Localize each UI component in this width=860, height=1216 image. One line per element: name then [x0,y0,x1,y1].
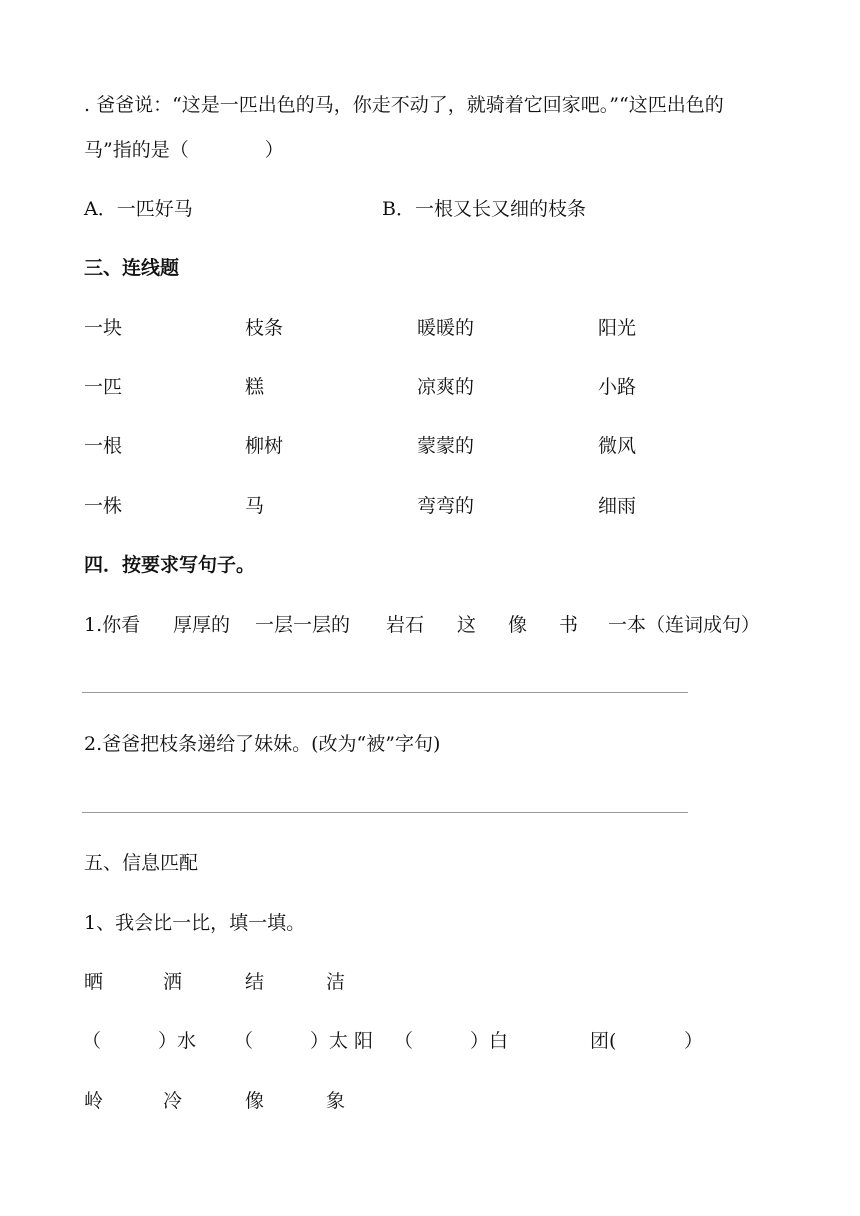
section-title-info-match: 五、信息匹配 [84,852,199,874]
blank-close-label: ）太 阳 [310,1030,374,1052]
word-chip: 1.你看 [84,614,141,636]
matching-cell: 细雨 [598,495,637,517]
word-chip: 书 [559,614,579,636]
section-title-sentences: 四．按要求写句子。 [84,554,256,576]
matching-cell: 枝条 [245,317,284,339]
char-option: 晒 [84,971,104,993]
word-chip: 厚厚的 [173,614,231,636]
char-option: 象 [326,1090,346,1112]
word-chip: 一层一层的 [255,614,351,636]
question-horse-line-2: 马”指的是（ ） [84,139,284,161]
question-horse-line-1: . 爸爸说：“这是一匹出色的马，你走不动了，就骑着它回家吧。”“这匹出色的 [84,94,724,116]
fill-in-instruction: 1、我会比一比，填一填。 [84,912,306,934]
option-b: B．一根又长又细的枝条 [382,198,586,220]
passive-question: 2.爸爸把枝条递给了妹妹。(改为“被”字句) [84,733,441,755]
matching-cell: 蒙蒙的 [417,435,475,457]
blank-close-label: ）白 [470,1030,509,1052]
word-chip: 这 [457,614,477,636]
matching-cell: 一块 [84,317,123,339]
blank-open: （ [394,1030,414,1052]
blank-field[interactable] [416,1032,470,1054]
answer-line-1[interactable] [82,692,688,693]
matching-cell: 一匹 [84,376,123,398]
answer-line-2[interactable] [82,812,688,813]
char-option: 洒 [163,971,183,993]
char-option: 结 [245,971,265,993]
word-chip: 像 [508,614,528,636]
blank-open: （ [234,1030,254,1052]
option-a: A．一匹好马 [84,198,193,220]
section-title-matching: 三、连线题 [84,257,180,279]
blank-field[interactable] [624,1032,684,1054]
matching-cell: 阳光 [598,317,637,339]
matching-cell: 小路 [598,376,637,398]
char-option: 岭 [84,1090,104,1112]
char-option: 洁 [326,971,346,993]
char-option: 像 [245,1090,265,1112]
matching-cell: 微风 [598,435,637,457]
blank-open: （ [82,1030,102,1052]
matching-cell: 一根 [84,435,123,457]
blank-field[interactable] [256,1032,310,1054]
blank-close: ） [684,1030,704,1052]
matching-cell: 糕 [245,376,265,398]
matching-cell: 一株 [84,495,123,517]
matching-cell: 凉爽的 [417,376,475,398]
matching-cell: 弯弯的 [417,495,475,517]
word-chip: 一本（连词成句） [608,614,761,636]
matching-cell: 马 [245,495,265,517]
matching-cell: 暖暖的 [417,317,475,339]
blank-close-label: ）水 [158,1030,197,1052]
char-option: 冷 [163,1090,183,1112]
word-chip: 岩石 [386,614,425,636]
blank-open: 团( [590,1030,617,1052]
blank-field[interactable] [104,1032,158,1054]
matching-cell: 柳树 [245,435,284,457]
